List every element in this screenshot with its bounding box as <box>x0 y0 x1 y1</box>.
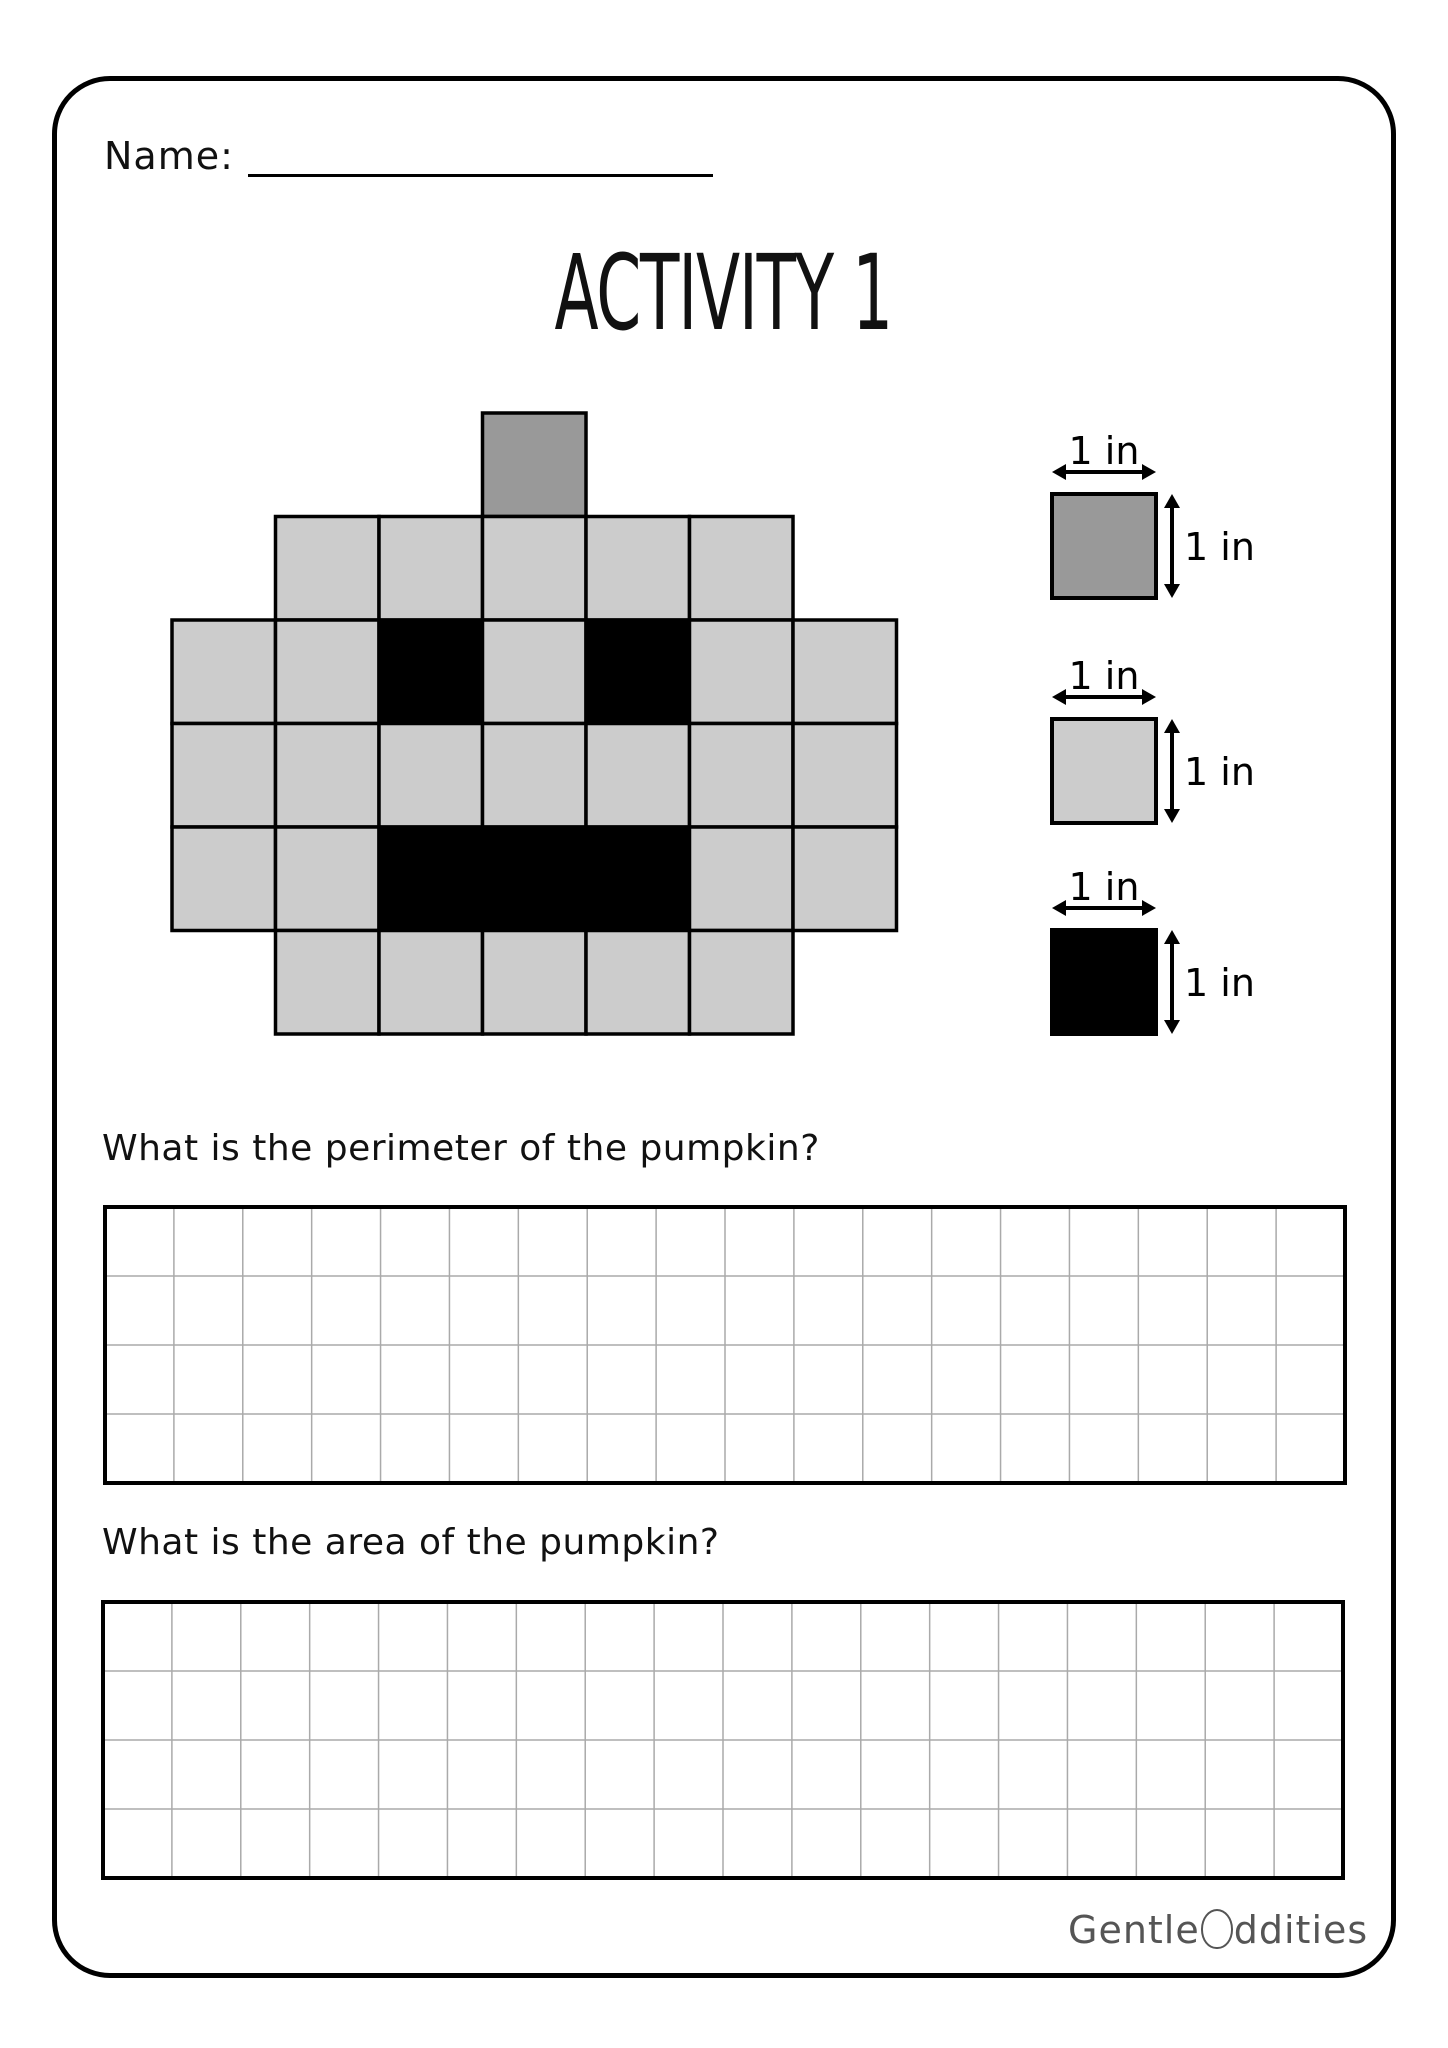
brand-o-icon <box>1201 1909 1233 1949</box>
activity-title: ACTIVITY 1 <box>554 232 892 354</box>
height-label: 1 in <box>1184 750 1255 794</box>
width-label: 1 in <box>1068 429 1140 473</box>
brand-text-1: Gentle <box>1068 1908 1200 1952</box>
legend-square-dark <box>1052 494 1156 598</box>
arrow-head <box>1164 584 1180 598</box>
brand-logo <box>1068 1908 1368 1952</box>
arrow-head <box>1142 689 1156 705</box>
arrow-head <box>1164 719 1180 733</box>
perimeter-question: What is the perimeter of the pumpkin? <box>102 1128 820 1169</box>
name-label: Name: <box>104 134 234 178</box>
brand-text-2: ddities <box>1233 1908 1369 1952</box>
arrow-head <box>1164 494 1180 508</box>
height-label: 1 in <box>1184 961 1255 1005</box>
width-label: 1 in <box>1068 654 1140 698</box>
arrow-head <box>1142 900 1156 916</box>
arrow-head <box>1164 1020 1180 1034</box>
arrow-head <box>1164 809 1180 823</box>
arrow-head <box>1052 689 1066 705</box>
arrow-head <box>1164 930 1180 944</box>
perimeter-answer-box[interactable] <box>102 1205 1348 1485</box>
width-label: 1 in <box>1068 865 1140 909</box>
arrow-head <box>1142 464 1156 480</box>
height-label: 1 in <box>1184 525 1255 569</box>
area-answer-box[interactable] <box>100 1600 1346 1880</box>
arrow-head <box>1052 900 1066 916</box>
arrow-head <box>1052 464 1066 480</box>
legend-square-light <box>1052 719 1156 823</box>
area-question: What is the area of the pumpkin? <box>102 1522 720 1563</box>
legend-square-black <box>1052 930 1156 1034</box>
